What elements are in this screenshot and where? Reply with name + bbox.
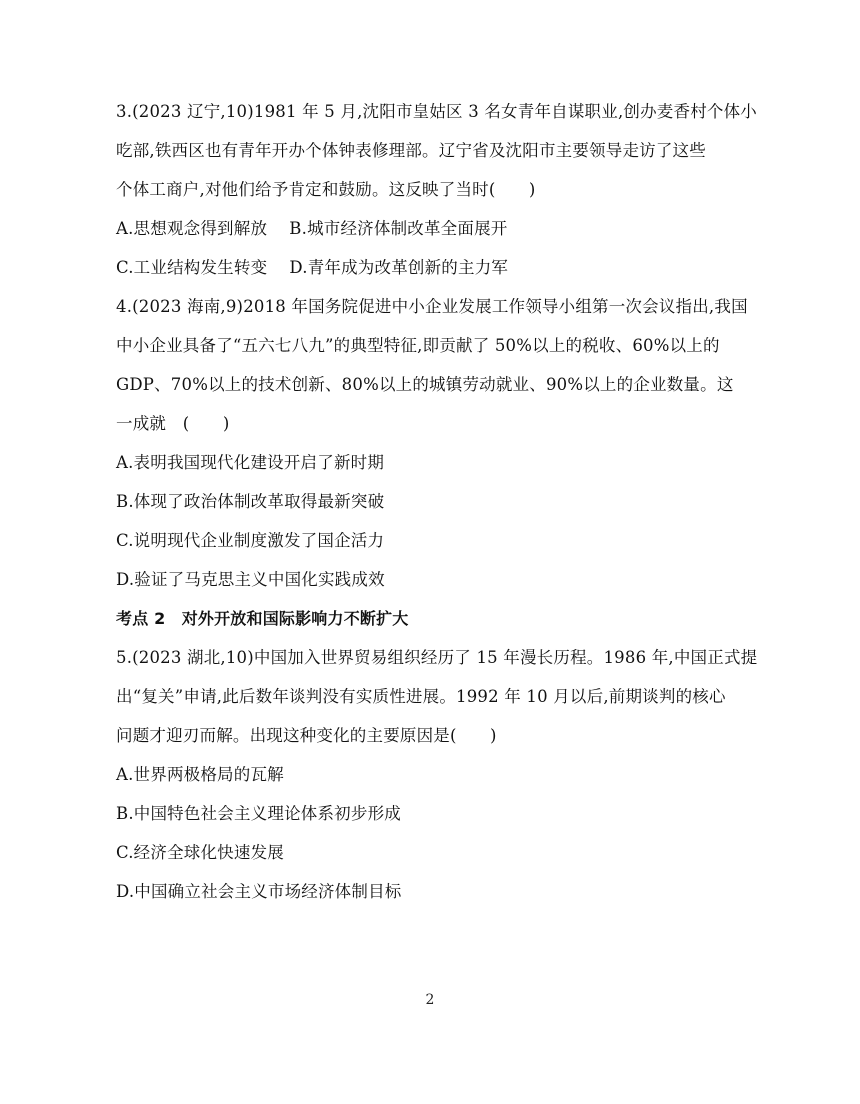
page-number: 2 [425,992,435,1008]
q4-option-d: D.验证了马克思主义中国化实践成效 [116,570,385,589]
q3-stem-line-3: 个体工商户,对他们给予肯定和鼓励。这反映了当时( ) [116,180,536,199]
q4-stem-line-1: 4.(2023 海南,9)2018 年国务院促进中小企业发展工作领导小组第一次会议指出,我国 [116,297,748,316]
q5-stem-line-1: 5.(2023 湖北,10)中国加入世界贸易组织经历了 15 年漫长历程。1986 年,中国正式提 [116,648,758,667]
q5-stem-line-3: 问题才迎刃而解。出现这种变化的主要原因是( ) [116,726,497,745]
q4-option-a: A.表明我国现代化建设开启了新时期 [116,453,385,472]
q4-stem-line-4: 一成就 ( ) [116,414,230,433]
q3-stem-line-1: 3.(2023 辽宁,10)1981 年 5 月,沈阳市皇姑区 3 名女青年自谋职业,创办麦香村个体小 [116,102,757,121]
q4-stem-line-3: GDP、70%以上的技术创新、80%以上的城镇劳动就业、90%以上的企业数量。这 [116,375,734,394]
question-content [116,92,756,911]
q4-stem-line-2: 中小企业具备了“五六七八九”的典型特征,即贡献了 50%以上的税收、60%以上的 [116,336,720,355]
q5-option-c: C.经济全球化快速发展 [116,843,284,862]
section-heading: 考点 2 对外开放和国际影响力不断扩大 [116,609,409,628]
q3-options-ab: A.思想观念得到解放 B.城市经济体制改革全面展开 [116,219,508,238]
q4-option-b: B.体现了政治体制改革取得最新突破 [116,492,385,511]
q3-stem-line-2: 吃部,铁西区也有青年开办个体钟表修理部。辽宁省及沈阳市主要领导走访了这些 [116,141,706,160]
q4-option-c: C.说明现代企业制度激发了国企活力 [116,531,385,550]
q3-options-cd: C.工业结构发生转变 D.青年成为改革创新的主力军 [116,258,509,277]
q5-stem-line-2: 出“复关”申请,此后数年谈判没有实质性进展。1992 年 10 月以后,前期谈判的核心 [116,687,726,706]
q5-option-d: D.中国确立社会主义市场经济体制目标 [116,882,402,901]
q5-option-a: A.世界两极格局的瓦解 [116,765,284,784]
q5-option-b: B.中国特色社会主义理论体系初步形成 [116,804,401,823]
